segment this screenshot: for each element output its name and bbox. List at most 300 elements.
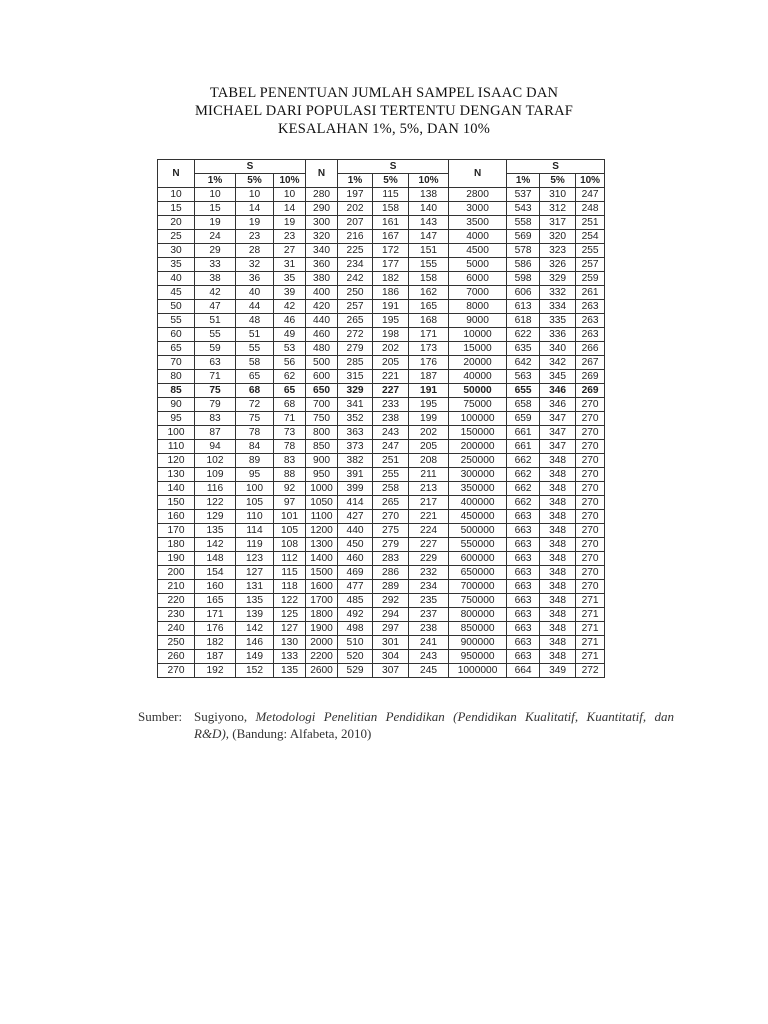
- table-cell: 485: [338, 594, 373, 608]
- table-cell: 271: [576, 608, 605, 622]
- col-header-10pct: 10%: [576, 174, 605, 188]
- table-cell: 1800: [306, 608, 338, 622]
- table-cell: 250: [158, 636, 195, 650]
- table-cell: 558: [507, 216, 540, 230]
- table-cell: 50000: [449, 384, 507, 398]
- table-cell: 65: [274, 384, 306, 398]
- table-cell: 135: [195, 524, 236, 538]
- table-cell: 286: [373, 566, 409, 580]
- table-cell: 315: [338, 370, 373, 384]
- table-cell: 190: [158, 552, 195, 566]
- header-row-1: [158, 160, 605, 174]
- table-cell: 1500: [306, 566, 338, 580]
- table-cell: 83: [195, 412, 236, 426]
- table-cell: 15: [195, 202, 236, 216]
- table-cell: 182: [373, 272, 409, 286]
- table-cell: 195: [373, 314, 409, 328]
- table-cell: 233: [373, 398, 409, 412]
- table-cell: 270: [576, 412, 605, 426]
- table-cell: 664: [507, 664, 540, 678]
- table-cell: 213: [409, 482, 449, 496]
- table-cell: 42: [195, 286, 236, 300]
- col-header-s-2: S: [338, 160, 449, 174]
- table-cell: 543: [507, 202, 540, 216]
- table-cell: 234: [409, 580, 449, 594]
- table-cell: 232: [409, 566, 449, 580]
- table-cell: 329: [540, 272, 576, 286]
- table-cell: 1400: [306, 552, 338, 566]
- table-cell: 2800: [449, 188, 507, 202]
- table-row: [158, 636, 605, 650]
- table-cell: 146: [236, 636, 274, 650]
- table-row: [158, 608, 605, 622]
- col-header-n-3: N: [449, 160, 507, 188]
- table-cell: 399: [338, 482, 373, 496]
- table-cell: 270: [576, 538, 605, 552]
- table-cell: 78: [236, 426, 274, 440]
- source-label: Sumber:: [138, 709, 183, 724]
- table-row: [158, 552, 605, 566]
- table-cell: 270: [576, 482, 605, 496]
- table-cell: 199: [409, 412, 449, 426]
- table-cell: 329: [338, 384, 373, 398]
- table-cell: 87: [195, 426, 236, 440]
- table-cell: 19: [236, 216, 274, 230]
- table-cell: 155: [409, 258, 449, 272]
- table-cell: 586: [507, 258, 540, 272]
- table-cell: 348: [540, 566, 576, 580]
- table-cell: 158: [373, 202, 409, 216]
- table-cell: 10000: [449, 328, 507, 342]
- table-cell: 14: [236, 202, 274, 216]
- col-header-5pct: 5%: [540, 174, 576, 188]
- table-cell: 348: [540, 482, 576, 496]
- table-cell: 427: [338, 510, 373, 524]
- table-cell: 341: [338, 398, 373, 412]
- table-cell: 251: [373, 454, 409, 468]
- table-cell: 205: [373, 356, 409, 370]
- table-cell: 140: [158, 482, 195, 496]
- table-cell: 348: [540, 524, 576, 538]
- table-cell: 270: [576, 580, 605, 594]
- table-cell: 133: [274, 650, 306, 664]
- table-cell: 613: [507, 300, 540, 314]
- table-cell: 28: [236, 244, 274, 258]
- table-cell: 312: [540, 202, 576, 216]
- table-row: [158, 412, 605, 426]
- table-cell: 78: [274, 440, 306, 454]
- table-cell: 24: [195, 230, 236, 244]
- table-cell: 258: [373, 482, 409, 496]
- table-cell: 500: [306, 356, 338, 370]
- table-cell: 270: [576, 398, 605, 412]
- table-cell: 320: [540, 230, 576, 244]
- table-cell: 154: [195, 566, 236, 580]
- table-cell: 110: [158, 440, 195, 454]
- table-row: [158, 468, 605, 482]
- table-cell: 3500: [449, 216, 507, 230]
- table-cell: 275: [373, 524, 409, 538]
- table-cell: 280: [306, 188, 338, 202]
- table-cell: 348: [540, 650, 576, 664]
- table-cell: 83: [274, 454, 306, 468]
- table-cell: 162: [409, 286, 449, 300]
- table-cell: 229: [409, 552, 449, 566]
- table-cell: 49: [274, 328, 306, 342]
- table-cell: 301: [373, 636, 409, 650]
- table-cell: 36: [236, 272, 274, 286]
- table-row: [158, 664, 605, 678]
- table-cell: 257: [338, 300, 373, 314]
- table-cell: 40: [158, 272, 195, 286]
- table-cell: 70: [158, 356, 195, 370]
- source-author: Sugiyono,: [194, 709, 248, 724]
- table-cell: 500000: [449, 524, 507, 538]
- table-cell: 662: [507, 468, 540, 482]
- table-cell: 271: [576, 636, 605, 650]
- table-row: [158, 244, 605, 258]
- table-cell: 267: [576, 356, 605, 370]
- table-cell: 662: [507, 454, 540, 468]
- table-cell: 750: [306, 412, 338, 426]
- table-cell: 269: [576, 370, 605, 384]
- table-row: [158, 300, 605, 314]
- table-cell: 138: [409, 188, 449, 202]
- table-cell: 80: [158, 370, 195, 384]
- table-cell: 400000: [449, 496, 507, 510]
- table-row: [158, 524, 605, 538]
- table-cell: 700000: [449, 580, 507, 594]
- table-cell: 450: [338, 538, 373, 552]
- table-cell: 3000: [449, 202, 507, 216]
- table-cell: 217: [409, 496, 449, 510]
- table-cell: 85: [158, 384, 195, 398]
- table-cell: 123: [236, 552, 274, 566]
- table-cell: 345: [540, 370, 576, 384]
- table-cell: 160: [195, 580, 236, 594]
- table-cell: 270: [576, 552, 605, 566]
- table-cell: 300000: [449, 468, 507, 482]
- table-cell: 270: [576, 426, 605, 440]
- table-row: [158, 622, 605, 636]
- table-cell: 173: [409, 342, 449, 356]
- table-cell: 47: [195, 300, 236, 314]
- table-row: [158, 202, 605, 216]
- table-cell: 59: [195, 342, 236, 356]
- col-header-n-1: N: [158, 160, 195, 188]
- table-cell: 200: [158, 566, 195, 580]
- table-cell: 261: [576, 286, 605, 300]
- sample-size-table: [157, 159, 605, 678]
- table-cell: 95: [158, 412, 195, 426]
- table-cell: 663: [507, 636, 540, 650]
- table-cell: 700: [306, 398, 338, 412]
- table-cell: 323: [540, 244, 576, 258]
- table-cell: 382: [338, 454, 373, 468]
- table-cell: 186: [373, 286, 409, 300]
- table-cell: 68: [274, 398, 306, 412]
- table-cell: 139: [236, 608, 274, 622]
- table-cell: 62: [274, 370, 306, 384]
- table-cell: 662: [507, 496, 540, 510]
- table-cell: 510: [338, 636, 373, 650]
- table-cell: 270: [576, 566, 605, 580]
- table-cell: 257: [576, 258, 605, 272]
- table-cell: 237: [409, 608, 449, 622]
- table-cell: 655: [507, 384, 540, 398]
- table-cell: 642: [507, 356, 540, 370]
- table-cell: 23: [236, 230, 274, 244]
- table-cell: 151: [409, 244, 449, 258]
- table-cell: 158: [409, 272, 449, 286]
- table-cell: 347: [540, 412, 576, 426]
- table-cell: 198: [373, 328, 409, 342]
- table-cell: 176: [409, 356, 449, 370]
- table-cell: 292: [373, 594, 409, 608]
- table-cell: 115: [373, 188, 409, 202]
- table-cell: 216: [338, 230, 373, 244]
- col-header-s-1: S: [195, 160, 306, 174]
- table-cell: 270: [576, 454, 605, 468]
- table-cell: 342: [540, 356, 576, 370]
- table-row: [158, 650, 605, 664]
- col-header-5pct: 5%: [236, 174, 274, 188]
- table-cell: 460: [306, 328, 338, 342]
- table-cell: 618: [507, 314, 540, 328]
- page-title: [0, 84, 768, 138]
- table-cell: 140: [409, 202, 449, 216]
- table-cell: 42: [274, 300, 306, 314]
- table-cell: 100000: [449, 412, 507, 426]
- table-row: [158, 356, 605, 370]
- table-row: [158, 580, 605, 594]
- table-cell: 35: [274, 272, 306, 286]
- table-cell: 105: [274, 524, 306, 538]
- table-cell: 663: [507, 580, 540, 594]
- table-cell: 263: [576, 314, 605, 328]
- table-cell: 221: [409, 510, 449, 524]
- table-cell: 108: [274, 538, 306, 552]
- table-cell: 75: [236, 412, 274, 426]
- table-cell: 118: [274, 580, 306, 594]
- table-cell: 348: [540, 510, 576, 524]
- table-cell: 165: [195, 594, 236, 608]
- table-cell: 79: [195, 398, 236, 412]
- table-cell: 348: [540, 538, 576, 552]
- table-cell: 19: [195, 216, 236, 230]
- table-cell: 225: [338, 244, 373, 258]
- table-cell: 202: [409, 426, 449, 440]
- table-cell: 171: [195, 608, 236, 622]
- table-cell: 211: [409, 468, 449, 482]
- table-cell: 149: [236, 650, 274, 664]
- table-cell: 148: [195, 552, 236, 566]
- table-cell: 40000: [449, 370, 507, 384]
- table-cell: 290: [306, 202, 338, 216]
- table-row: [158, 454, 605, 468]
- table-cell: 102: [195, 454, 236, 468]
- title-line-3: KESALAHAN 1%, 5%, DAN 10%: [277, 121, 490, 137]
- table-cell: 32: [236, 258, 274, 272]
- table-cell: 2000: [306, 636, 338, 650]
- table-cell: 101: [274, 510, 306, 524]
- table-cell: 414: [338, 496, 373, 510]
- table-row: [158, 342, 605, 356]
- table-cell: 182: [195, 636, 236, 650]
- table-cell: 89: [236, 454, 274, 468]
- table-cell: 247: [576, 188, 605, 202]
- table-row: [158, 482, 605, 496]
- table-cell: 850: [306, 440, 338, 454]
- table-cell: 245: [409, 664, 449, 678]
- table-cell: 347: [540, 426, 576, 440]
- table-cell: 326: [540, 258, 576, 272]
- table-cell: 663: [507, 510, 540, 524]
- table-row: [158, 496, 605, 510]
- col-header-s-3: S: [507, 160, 605, 174]
- table-cell: 127: [236, 566, 274, 580]
- table-cell: 10: [236, 188, 274, 202]
- table-cell: 65: [236, 370, 274, 384]
- table-cell: 191: [409, 384, 449, 398]
- table-cell: 2200: [306, 650, 338, 664]
- table-cell: 5000: [449, 258, 507, 272]
- table-cell: 661: [507, 426, 540, 440]
- table-cell: 55: [158, 314, 195, 328]
- table-cell: 75000: [449, 398, 507, 412]
- table-cell: 71: [274, 412, 306, 426]
- table-cell: 460: [338, 552, 373, 566]
- table-cell: 550000: [449, 538, 507, 552]
- col-header-1pct: 1%: [338, 174, 373, 188]
- table-cell: 97: [274, 496, 306, 510]
- col-header-n-2: N: [306, 160, 338, 188]
- table-cell: 240: [158, 622, 195, 636]
- table-cell: 114: [236, 524, 274, 538]
- table-cell: 131: [236, 580, 274, 594]
- table-cell: 208: [409, 454, 449, 468]
- table-cell: 270: [158, 664, 195, 678]
- table-cell: 14: [274, 202, 306, 216]
- table-cell: 55: [236, 342, 274, 356]
- table-cell: 4000: [449, 230, 507, 244]
- source-book-title: Metodologi Penelitian Pendidikan (Pendidikan Kualitatif, Kuantitatif, dan R&D),: [194, 709, 674, 741]
- table-cell: 363: [338, 426, 373, 440]
- table-cell: 45: [158, 286, 195, 300]
- table-cell: 170: [158, 524, 195, 538]
- table-cell: 191: [373, 300, 409, 314]
- table-cell: 115: [274, 566, 306, 580]
- table-cell: 440: [338, 524, 373, 538]
- table-cell: 176: [195, 622, 236, 636]
- table-cell: 283: [373, 552, 409, 566]
- table-cell: 205: [409, 440, 449, 454]
- table-cell: 598: [507, 272, 540, 286]
- table-cell: 51: [195, 314, 236, 328]
- table-cell: 29: [195, 244, 236, 258]
- table-cell: 202: [373, 342, 409, 356]
- table-cell: 167: [373, 230, 409, 244]
- table-cell: 63: [195, 356, 236, 370]
- table-cell: 300: [306, 216, 338, 230]
- table-cell: 529: [338, 664, 373, 678]
- table-cell: 142: [236, 622, 274, 636]
- col-header-1pct: 1%: [507, 174, 540, 188]
- table-cell: 663: [507, 594, 540, 608]
- table-cell: 662: [507, 482, 540, 496]
- table-cell: 243: [373, 426, 409, 440]
- table-cell: 227: [409, 538, 449, 552]
- table-cell: 265: [373, 496, 409, 510]
- table-cell: 285: [338, 356, 373, 370]
- table-cell: 348: [540, 552, 576, 566]
- table-cell: 270: [576, 468, 605, 482]
- table-cell: 172: [373, 244, 409, 258]
- table-cell: 279: [373, 538, 409, 552]
- table-cell: 310: [540, 188, 576, 202]
- table-cell: 168: [409, 314, 449, 328]
- table-cell: 15: [158, 202, 195, 216]
- table-cell: 220: [158, 594, 195, 608]
- table-cell: 241: [409, 636, 449, 650]
- table-cell: 234: [338, 258, 373, 272]
- table-cell: 800000: [449, 608, 507, 622]
- table-cell: 247: [373, 440, 409, 454]
- table-row: [158, 384, 605, 398]
- table-cell: 271: [576, 622, 605, 636]
- table-cell: 48: [236, 314, 274, 328]
- table-cell: 348: [540, 496, 576, 510]
- table-cell: 349: [540, 664, 576, 678]
- table-cell: 224: [409, 524, 449, 538]
- table-cell: 27: [274, 244, 306, 258]
- table-cell: 348: [540, 454, 576, 468]
- table-cell: 263: [576, 328, 605, 342]
- table-cell: 537: [507, 188, 540, 202]
- col-header-1pct: 1%: [195, 174, 236, 188]
- table-cell: 238: [409, 622, 449, 636]
- table-cell: 477: [338, 580, 373, 594]
- table-cell: 84: [236, 440, 274, 454]
- table-cell: 650000: [449, 566, 507, 580]
- table-cell: 150: [158, 496, 195, 510]
- table-cell: 100: [236, 482, 274, 496]
- table-cell: 40: [236, 286, 274, 300]
- table-cell: 58: [236, 356, 274, 370]
- table-cell: 20000: [449, 356, 507, 370]
- table-cell: 73: [274, 426, 306, 440]
- table-cell: 1700: [306, 594, 338, 608]
- table-cell: 143: [409, 216, 449, 230]
- table-cell: 663: [507, 650, 540, 664]
- table-cell: 35: [158, 258, 195, 272]
- table-cell: 270: [373, 510, 409, 524]
- table-cell: 105: [236, 496, 274, 510]
- table-cell: 492: [338, 608, 373, 622]
- table-cell: 120: [158, 454, 195, 468]
- table-cell: 269: [576, 384, 605, 398]
- table-cell: 663: [507, 608, 540, 622]
- table-cell: 243: [409, 650, 449, 664]
- table-cell: 119: [236, 538, 274, 552]
- table-cell: 227: [373, 384, 409, 398]
- table-cell: 348: [540, 580, 576, 594]
- table-row: [158, 440, 605, 454]
- table-cell: 663: [507, 622, 540, 636]
- table-cell: 44: [236, 300, 274, 314]
- table-cell: 1000: [306, 482, 338, 496]
- table-cell: 335: [540, 314, 576, 328]
